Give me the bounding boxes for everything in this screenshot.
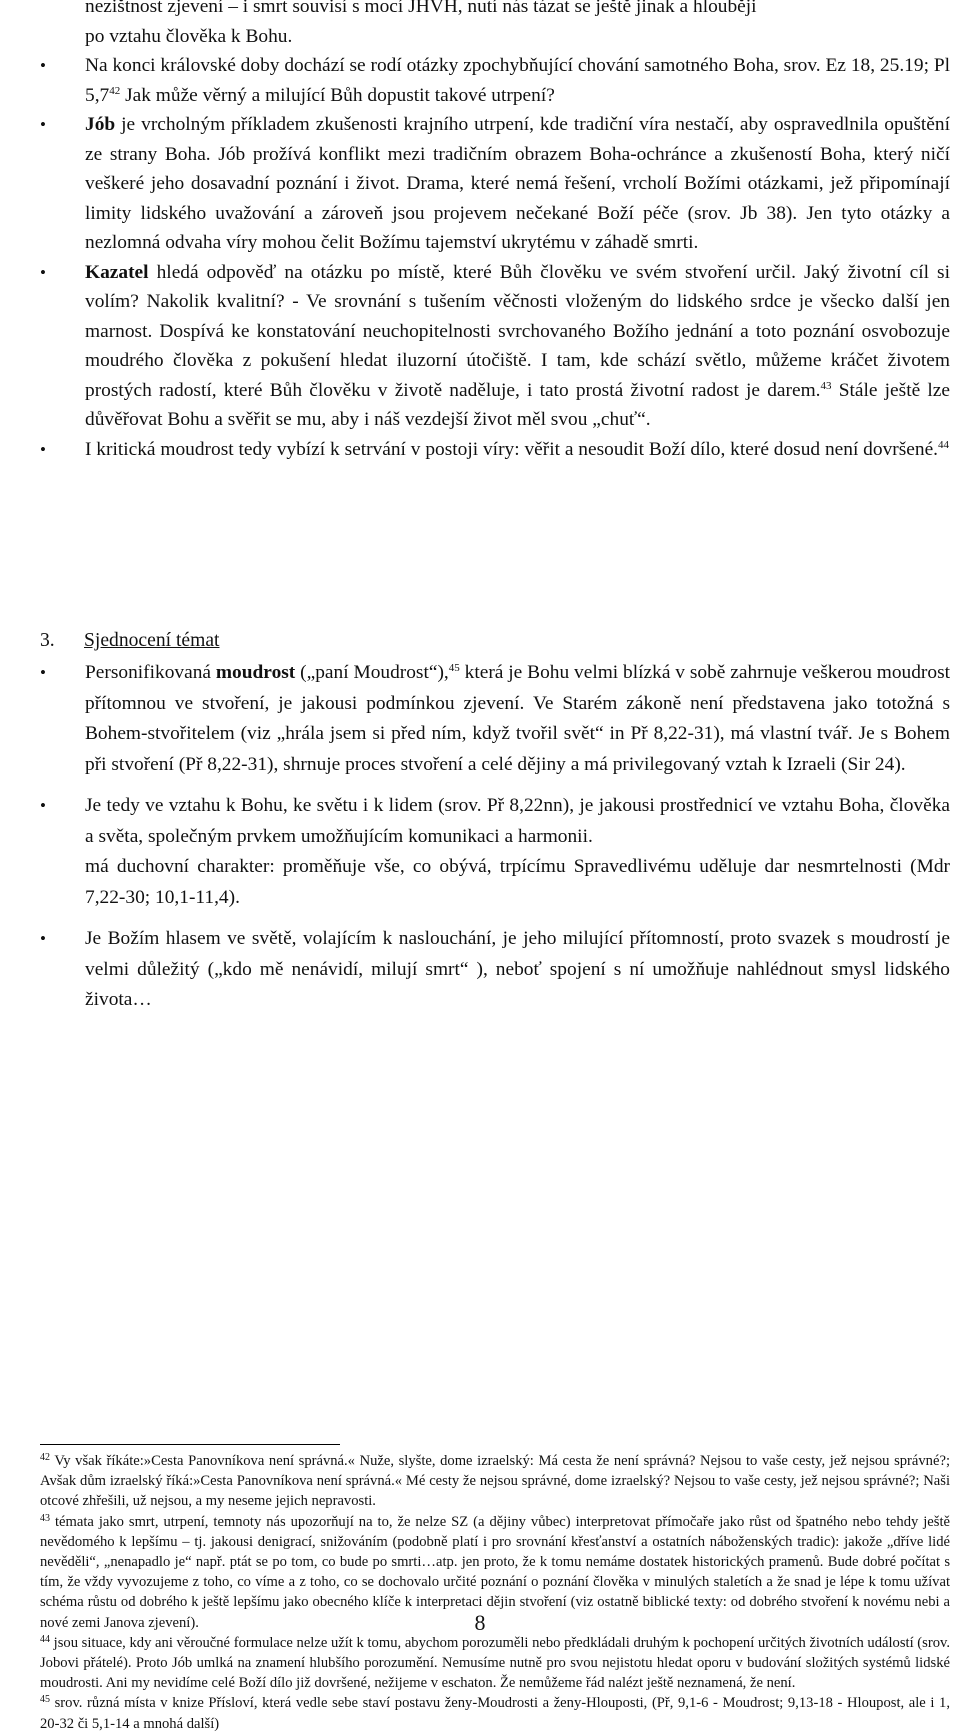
footnote-ref[interactable]: 43 xyxy=(820,379,832,392)
item-text: („paní Moudrost“), xyxy=(295,662,449,683)
item-text: Je tedy ve vztahu k Bohu, ke světu i k lidem (srov. Př 8,22nn), je jakousi prostřednicí ve vztahu Boha, člověka a světa, společným prvkem umožňujícím komunikaci a harmonii. xyxy=(85,795,950,847)
main-text xyxy=(40,0,950,464)
section-title: Sjednocení témat xyxy=(84,630,220,651)
item-text: I kritická moudrost tedy vybízí k setrvání v postoji víry: věřit a nesoudit Boží dílo, které dosud není dovršené. xyxy=(85,438,939,460)
list-item-continuation: má duchovní charakter: proměňuje vše, co obývá, trpícímu Spravedlivému uděluje dar nesmrtelnosti (Mdr 7,22-30; 10,1-11,4). xyxy=(85,856,950,908)
footnote-number: 45 xyxy=(40,1694,50,1706)
bullet-icon: • xyxy=(40,262,46,282)
list-item xyxy=(40,110,950,258)
item-text: Jak může věrný a milující Bůh dopustit takové utrpení? xyxy=(120,84,555,106)
list-item xyxy=(40,258,950,435)
footnote xyxy=(40,1633,950,1694)
footnote-text: témata jako smrt, utrpení, temnoty nás upozorňují na to, že nelze SZ (a dějiny vůbec) interpretovat přímočaře jako růst od špatného nebo tehdy ještě nevědomého k lepšímu – tj. jakousi denigrací, snižováním (podobně platí i pro srovnání křesťanství a ostatních náboženských tradic): jakože „dříve lidé nevěděli“, „nenapadlo je“ např. ptát se po tom, co bude po smrti…atp. jen proto, že k tomu nemáme dostatek historických pramenů. Bude dobré počítat s tím, že vždy vyvozujeme z toho, co víme a z toho, co se dochovalo určité poznání o poznání člověka v minulých staletích a že snad je lépe k tomu užívat schéma růstu od dobrého k ještě lepšímu jako obecného klíče k interpretaci dějin stvoření (viz ostatně biblické texty: od dobrého stvoření k novému nebi a nové zemi Janova zjevení). xyxy=(40,1513,950,1631)
bullet-icon: • xyxy=(40,115,46,134)
item-text: která je Bohu velmi blízká v sobě zahrnuje veškerou moudrost přítomnou ve stvoření, je jakousi podmínkou zjevení. Ve Starém zákoně není představena jako totožná s Bohem-stvořitelem (viz „hrála jsem si před ním, když tvořil svět“ in Př 8,22-31), má vlastní tvář. Je s Bohem při stvoření (Př 8,22-31), shrnuje proces stvoření a celé dějiny a má privilegovaný vztah k Izraeli (Sir 24). xyxy=(85,662,951,775)
section-heading xyxy=(40,626,219,656)
item-text: Stále ještě lze důvěřovat Bohu a svěřit se mu, aby i náš vezdejší život měl svou „chuť“. xyxy=(85,379,950,430)
item-text: je vrcholným příkladem zkušenosti krajního utrpení, kde tradiční víra nestačí, aby ospravedlnila opuštění ze strany Boha. Jób prožívá konflikt mezi tradičním obrazem Boha-ochránce a zkušeností Boha, který ničí veškeré jeho dosavadní poznání i život. Drama, které nemá řešení, vrcholí Božími otázkami, jež připomínají limity lidského uvažování a zároveň jsou projevem nečekané Boží péče (srov. Jb 38). Jen tyto otázky a nezlomná odvaha víry mohou čelit Božímu tajemství ukrytému v záhadě smrti. xyxy=(85,114,950,253)
intro-line-2: po vztahu člověka k Bohu. xyxy=(85,25,293,47)
footnote-ref[interactable]: 45 xyxy=(448,662,460,674)
footnote-text: srov. různá místa v knize Přísloví, která vedle sebe staví postavu ženy-Moudrosti a ženy-Hlouposti, (Př, 9,1-6 - Moudrost; 9,13-18 - Hloupost, ale i 1, 20-32 či 5,1-14 a mnohá další) xyxy=(40,1695,950,1732)
item-keyword: Jób xyxy=(85,114,116,135)
footnote-ref[interactable]: 42 xyxy=(109,84,121,97)
footnote xyxy=(40,1451,950,1512)
section-number: 3. xyxy=(40,630,55,651)
item-text: Na konci královské doby dochází se rodí otázky zpochybňující chování samotného Boha, srov. Ez 18, 25.19; Pl 5,7 xyxy=(85,55,950,106)
list-item xyxy=(40,924,950,1016)
list-item xyxy=(40,51,950,110)
list-item xyxy=(40,658,950,780)
item-keyword: moudrost xyxy=(215,662,296,683)
item-text: Personifikovaná xyxy=(85,662,216,683)
footnote-ref[interactable]: 44 xyxy=(938,438,950,451)
item-text: hledá odpověď na otázku po místě, které Bůh člověku ve svém stvoření určil. Jaký životní cíl si volím? Nakolik kvalitní? - Ve srovnání s tušením věčnosti vloženým do lidského srdce je všecko další jen marnost. Dospívá ke konstatování neuchopitelnosti svrchovaného Božího jednání a toto poznání osvobozuje moudrého člověka z pokušení hledat iluzorní útočiště. I tam, kde schází světlo, můžeme kráčet životem prostých radostí, které Bůh člověku v životě naděluje, i tato prostá životní radost je darem. xyxy=(85,261,950,401)
bullet-icon: • xyxy=(40,929,46,948)
intro-line-1: nezištnost zjevení – i smrt souvisí s mocí JHVH, nutí nás tázat se ještě jinak a hlouběji xyxy=(85,0,757,17)
bullet-icon: • xyxy=(40,796,46,815)
footnote-text: Vy však říkáte:»Cesta Panovníkova není správná.« Nuže, slyšte, dome izraelský: Má cesta že není správná? Nejsou to vaše cesty, jež nejsou správné?; Avšak dům izraelský říká:»Cesta Panovníkova není správná.« Mé cesty že nejsou správné, dome izraelský? Nejsou to vaše cesty, jež nejsou správné?; Naši otcové zhřešili, už nejsou, a my neseme jejich nepravosti. xyxy=(40,1453,950,1510)
footnotes xyxy=(40,1451,950,1734)
footnote-separator xyxy=(40,1444,340,1445)
item-keyword: Kazatel xyxy=(85,261,149,283)
footnote-number: 44 xyxy=(40,1633,50,1645)
footnote xyxy=(40,1693,950,1733)
footnote-number: 43 xyxy=(40,1512,50,1524)
list-item xyxy=(40,791,950,852)
section-body xyxy=(40,658,950,1016)
bullet-icon: • xyxy=(40,663,46,682)
intro-paragraph xyxy=(40,0,950,51)
page-number: 8 xyxy=(474,1610,486,1635)
item-text: Je Božím hlasem ve světě, volajícím k naslouchání, je jeho milující přítomností, proto svazek s moudrostí je velmi důležitý („kdo mě nenávidí, milují smrt“ ), neboť spojení s ní umožňuje nahlédnout smysl lidského života… xyxy=(85,928,950,1010)
bullet-icon: • xyxy=(40,56,46,75)
bullet-icon: • xyxy=(40,439,46,459)
footnote-text: jsou situace, kdy ani věroučné formulace nelze užít k tomu, abychom porozuměli nebo předkládali druhým k pochopení určitých životních událostí (srov. Jobovi přátelé). Proto Jób umlká na znamení hlubšího porozumění. Nemusíme nutně pro svou nejistotu hledat oporu v budování složitých systémů lidské moudrosti. Ani my nevidíme celé Boží dílo již dovršené, nežijeme v eschaton. Že nemůžeme řád nalézt ještě neznamená, že není. xyxy=(40,1634,950,1692)
list-item xyxy=(40,435,950,465)
footnote-number: 42 xyxy=(40,1452,50,1463)
